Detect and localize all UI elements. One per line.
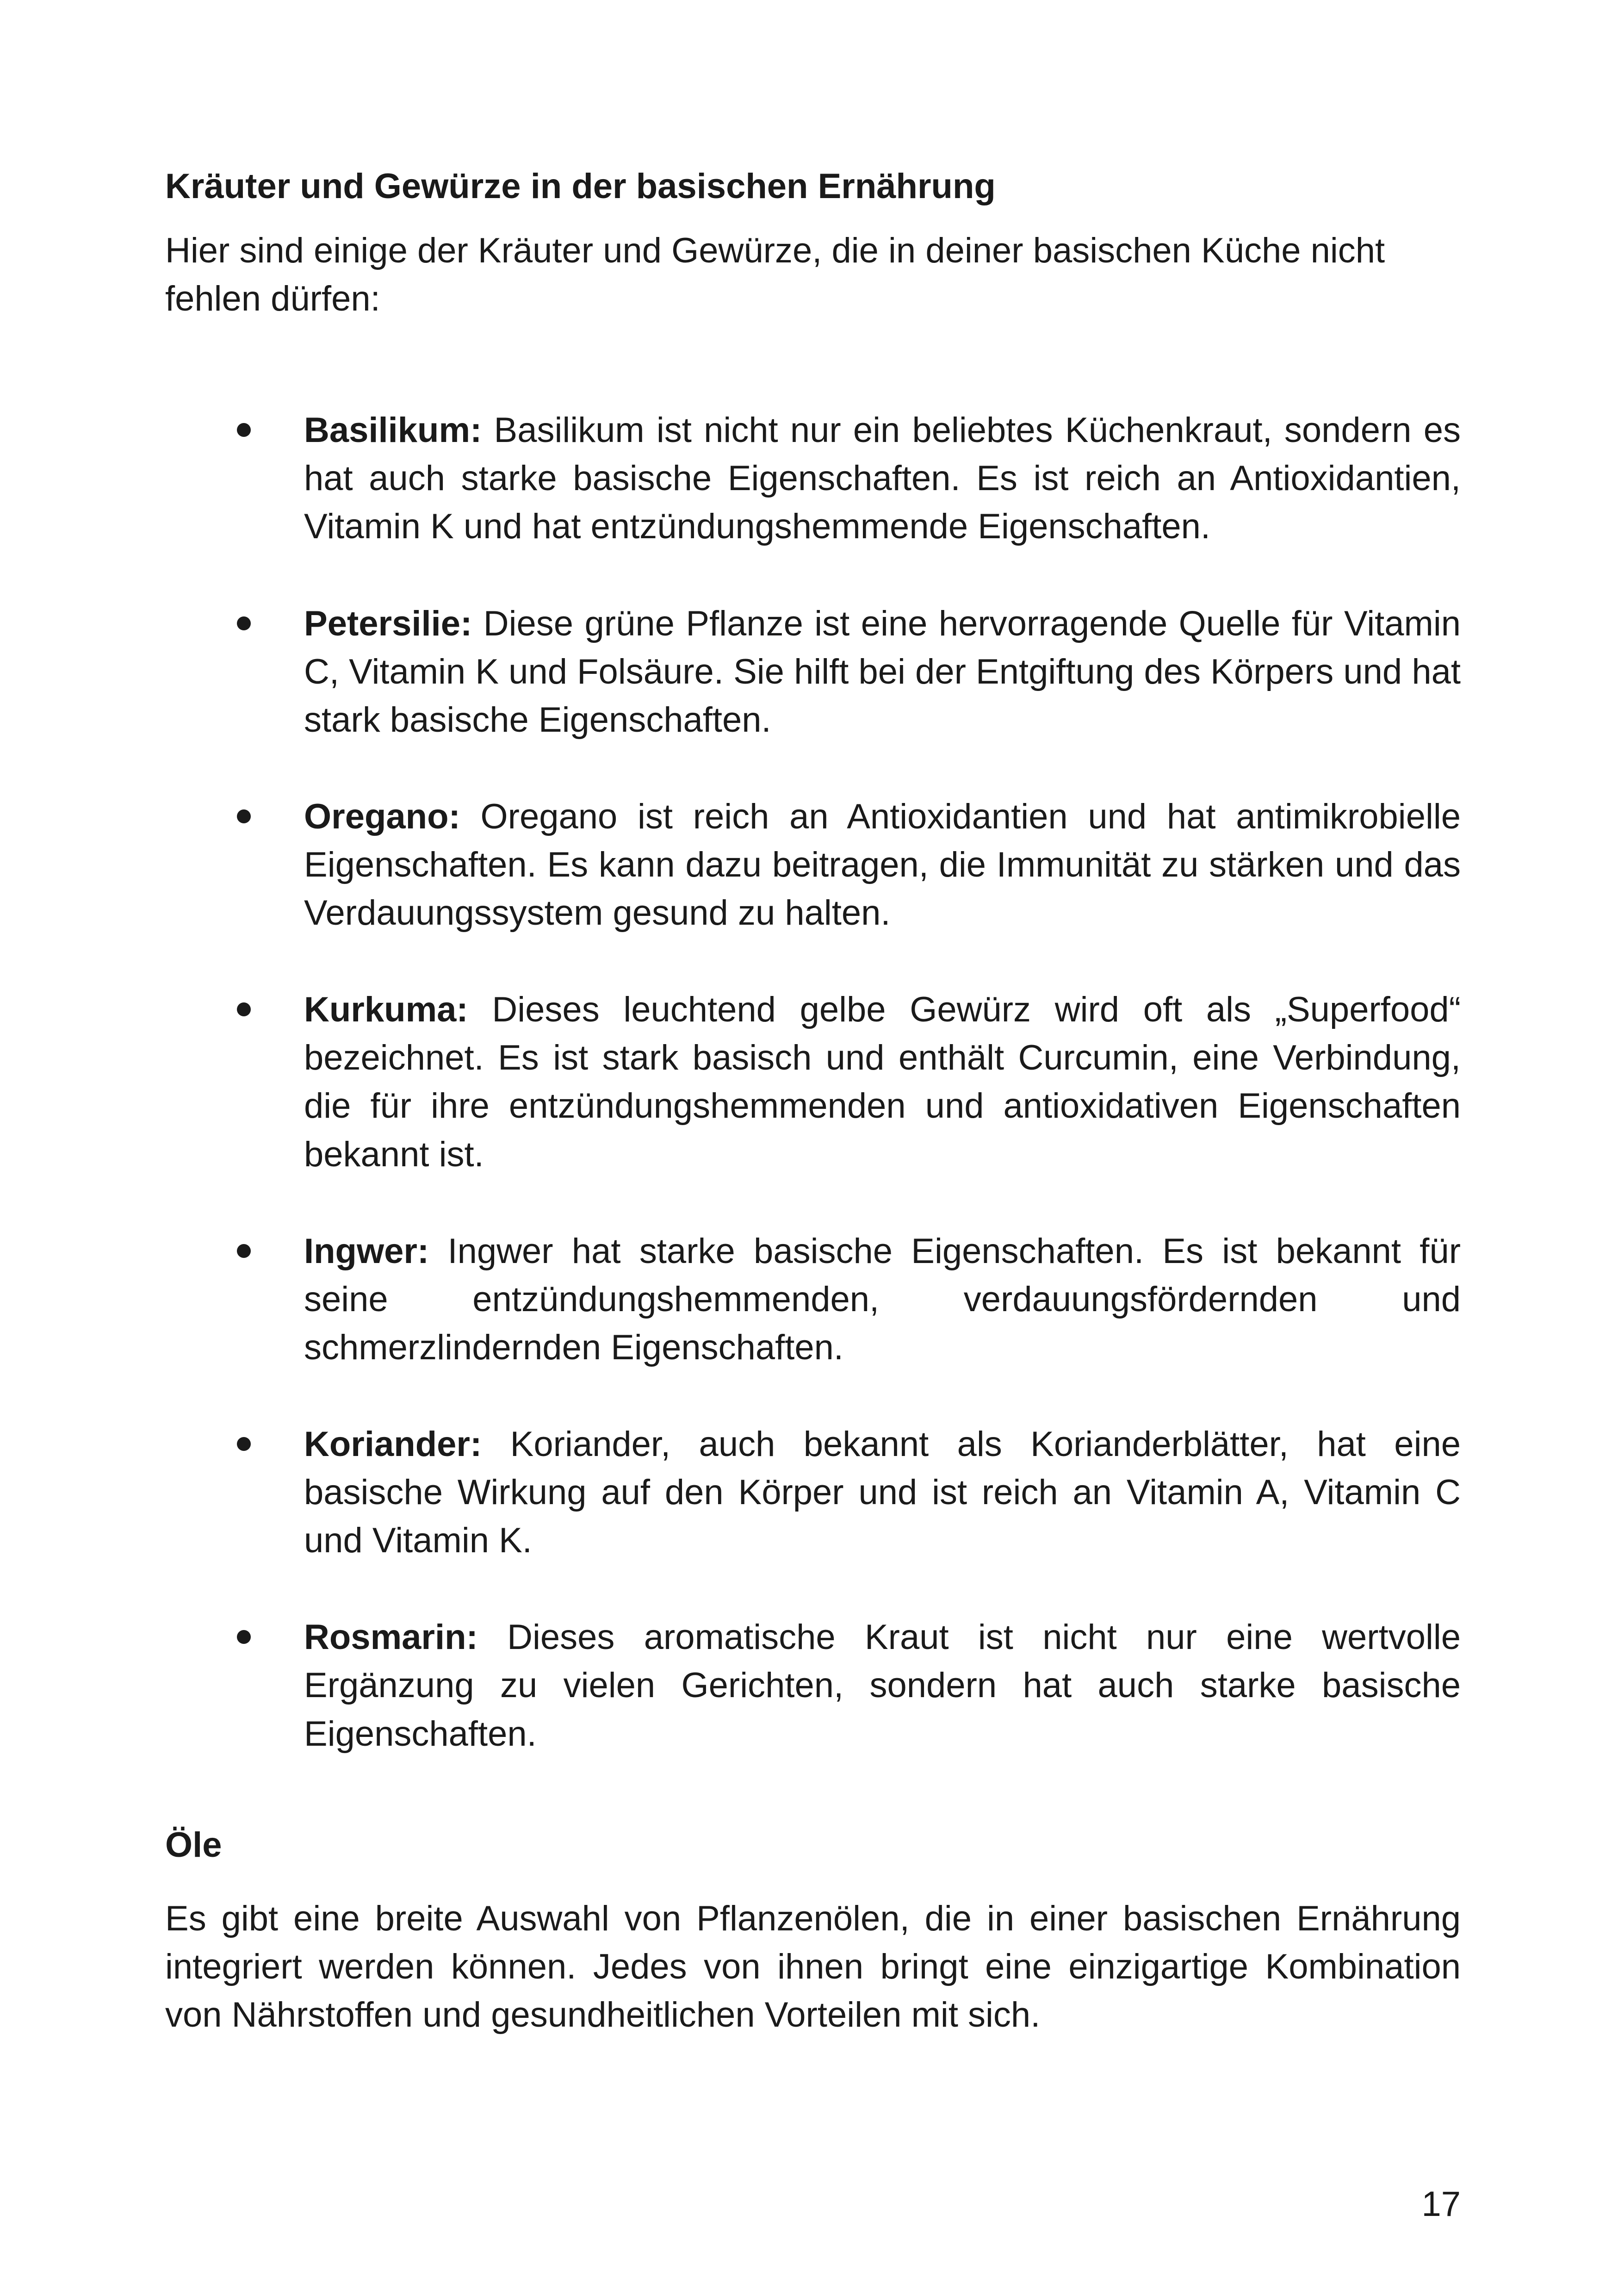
herb-term: Ingwer: [304,1231,429,1271]
herb-description: Koriander, auch bekannt als Korianderblätter, hat eine basische Wirkung auf den Körper und ist reich an Vitamin A, Vitamin C und Vitamin K. [304,1424,1461,1561]
herb-description: Basilikum ist nicht nur ein beliebtes Küchenkraut, sondern es hat auch starke basische Eigenschaften. Es ist reich an Antioxidantien, Vitamin K und hat entzündungshemmende Eigenschaften. [304,411,1461,547]
oele-paragraph: Es gibt eine breite Auswahl von Pflanzenölen, die in einer basischen Ernährung integriert werden können. Jedes von ihnen bringt eine einzigartige Kombination von Nährstoffen und gesundheitlichen Vorteilen mit sich. [165,1898,1461,2035]
list-item-oregano [165,793,1461,937]
herb-term: Oregano: [304,796,460,836]
bullet-icon [237,616,251,630]
intro-paragraph: Hier sind einige der Kräuter und Gewürze, die in deiner basischen Küche nicht fehlen dürfen: [165,231,1385,319]
bullet-icon [237,1630,251,1644]
herb-term: Koriander: [304,1424,482,1464]
herb-term: Basilikum: [304,411,482,450]
page-content [165,164,1461,2039]
bullet-icon [237,809,251,823]
section-heading-oele: Öle [165,1825,222,1865]
herb-term: Kurkuma: [304,990,468,1030]
herb-term: Petersilie: [304,604,472,643]
section-heading-herbs: Kräuter und Gewürze in der basischen Ernährung [165,167,996,206]
herb-description: Dieses leuchtend gelbe Gewürz wird oft als „Superfood“ bezeichnet. Es ist stark basisch und enthält Curcumin, eine Verbindung, die für ihre entzündungshemmenden und antioxidativen Eigenschaften bekannt ist. [304,990,1461,1174]
bullet-icon [237,1437,251,1451]
page-number: 17 [1421,2184,1461,2224]
list-item-petersilie [165,600,1461,744]
herb-list [165,406,1461,1758]
list-item-koriander [165,1420,1461,1565]
bullet-icon [237,1002,251,1016]
herb-description: Dieses aromatische Kraut ist nicht nur eine wertvolle Ergänzung zu vielen Gerichten, sondern hat auch starke basische Eigenschaften. [304,1618,1461,1754]
list-item-basilikum [165,406,1461,551]
herb-description: Diese grüne Pflanze ist eine hervorragende Quelle für Vitamin C, Vitamin K und Folsäure. Sie hilft bei der Entgiftung des Körpers und hat stark basische Eigenschaften. [304,604,1461,740]
list-item-ingwer [165,1227,1461,1372]
herb-description: Oregano ist reich an Antioxidantien und hat antimikrobielle Eigenschaften. Es kann dazu beitragen, die Immunität zu stärken und das Verdauungssystem gesund zu halten. [304,796,1461,933]
bullet-icon [237,1244,251,1258]
bullet-icon [237,423,251,437]
herb-description: Ingwer hat starke basische Eigenschaften. Es ist bekannt für seine entzündungshemmenden, verdauungsfördernden und schmerzlindernden Eigenschaften. [304,1231,1461,1367]
herb-term: Rosmarin: [304,1618,478,1657]
list-item-rosmarin [165,1613,1461,1758]
list-item-kurkuma [165,986,1461,1178]
